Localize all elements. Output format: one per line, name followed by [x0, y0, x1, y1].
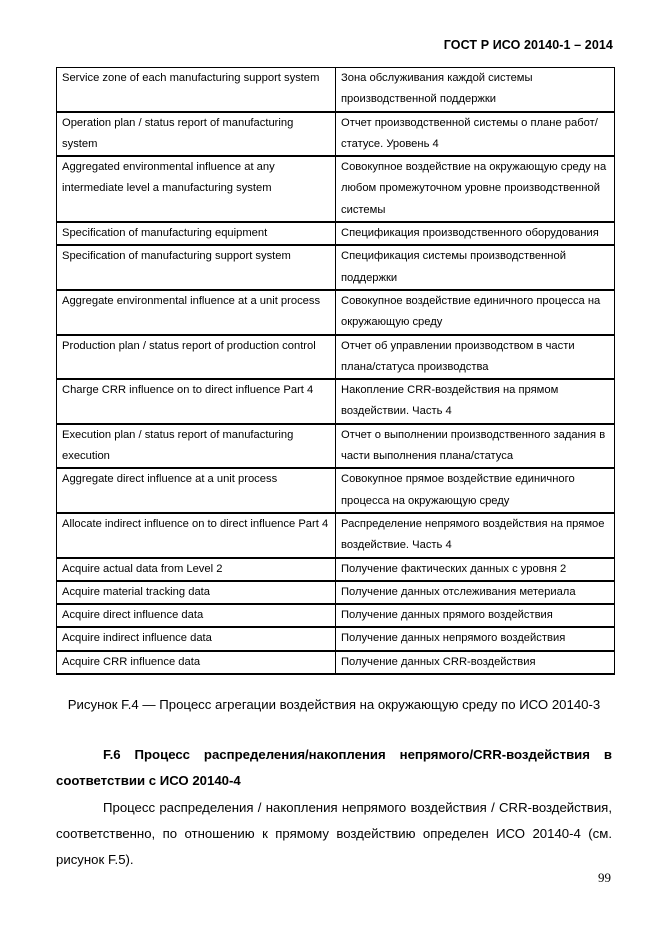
russian-term-cell: Совокупное воздействие на окружающую среду на любом промежуточном уровне производственной системы	[336, 156, 615, 222]
table-row	[57, 379, 615, 424]
english-term-cell: Charge CRR influence on to direct influence Part 4	[57, 379, 336, 424]
russian-term-cell: Зона обслуживания каждой системы производственной поддержки	[336, 68, 615, 112]
english-term-cell: Acquire CRR influence data	[57, 651, 336, 674]
table-row	[57, 112, 615, 157]
english-term-cell: Operation plan / status report of manufacturing system	[57, 112, 336, 157]
english-term-cell: Specification of manufacturing equipment	[57, 222, 336, 245]
english-term-cell: Service zone of each manufacturing support system	[57, 68, 336, 112]
english-term-cell: Aggregate environmental influence at a unit process	[57, 290, 336, 335]
russian-term-cell: Получение данных прямого воздействия	[336, 604, 615, 627]
terms-table	[56, 67, 615, 675]
russian-term-cell: Получение данных непрямого воздействия	[336, 627, 615, 650]
table-row	[57, 627, 615, 650]
english-term-cell: Acquire direct influence data	[57, 604, 336, 627]
russian-term-cell: Отчет о выполнении производственного задания в части выполнения плана/статуса	[336, 424, 615, 469]
table-row	[57, 156, 615, 222]
table-row	[57, 604, 615, 627]
table-row	[57, 335, 615, 380]
document-header: ГОСТ Р ИСО 20140-1 – 2014	[443, 38, 613, 52]
table-row	[57, 651, 615, 674]
table-row	[57, 558, 615, 581]
english-term-cell: Specification of manufacturing support system	[57, 245, 336, 290]
russian-term-cell: Получение данных отслеживания метериала	[336, 581, 615, 604]
table-row	[57, 290, 615, 335]
english-term-cell: Production plan / status report of production control	[57, 335, 336, 380]
english-term-cell: Aggregate direct influence at a unit process	[57, 468, 336, 513]
english-term-cell: Allocate indirect influence on to direct influence Part 4	[57, 513, 336, 558]
russian-term-cell: Спецификация системы производственной поддержки	[336, 245, 615, 290]
russian-term-cell: Отчет об управлении производством в части плана/статуса производства	[336, 335, 615, 380]
russian-term-cell: Совокупное прямое воздействие единичного процесса на окружающую среду	[336, 468, 615, 513]
table-row	[57, 68, 615, 112]
table-row	[57, 245, 615, 290]
russian-term-cell: Получение данных CRR-воздействия	[336, 651, 615, 674]
english-term-cell: Aggregated environmental influence at any intermediate level a manufacturing system	[57, 156, 336, 222]
table-row	[57, 513, 615, 558]
figure-caption: Рисунок F.4 — Процесс агрегации воздействия на окружающую среду по ИСО 20140-3	[67, 697, 601, 712]
russian-term-cell: Спецификация производственного оборудования	[336, 222, 615, 245]
table-row	[57, 468, 615, 513]
russian-term-cell: Отчет производственной системы о плане работ/статусе. Уровень 4	[336, 112, 615, 157]
russian-term-cell: Накопление CRR-воздействия на прямом воздействии. Часть 4	[336, 379, 615, 424]
english-term-cell: Execution plan / status report of manufacturing execution	[57, 424, 336, 469]
terms-table-body	[57, 68, 615, 675]
table-row	[57, 424, 615, 469]
table-row	[57, 581, 615, 604]
english-term-cell: Acquire material tracking data	[57, 581, 336, 604]
body-paragraph: Процесс распределения / накопления непрямого воздействия / CRR-воздействия, соответственно, по отношению к прямому воздействию определен ИСО 20140-4 (см. рисунок F.5).	[56, 800, 612, 867]
russian-term-cell: Получение фактических данных с уровня 2	[336, 558, 615, 581]
russian-term-cell: Совокупное воздействие единичного процесса на окружающую среду	[336, 290, 615, 335]
section-heading: F.6 Процесс распределения/накопления непрямого/CRR-воздействия в соответствии с ИСО 20140-4	[56, 747, 612, 788]
table-row	[57, 222, 615, 245]
english-term-cell: Acquire actual data from Level 2	[57, 558, 336, 581]
page-number: 99	[598, 870, 611, 885]
english-term-cell: Acquire indirect influence data	[57, 627, 336, 650]
russian-term-cell: Распределение непрямого воздействия на прямое воздействие. Часть 4	[336, 513, 615, 558]
